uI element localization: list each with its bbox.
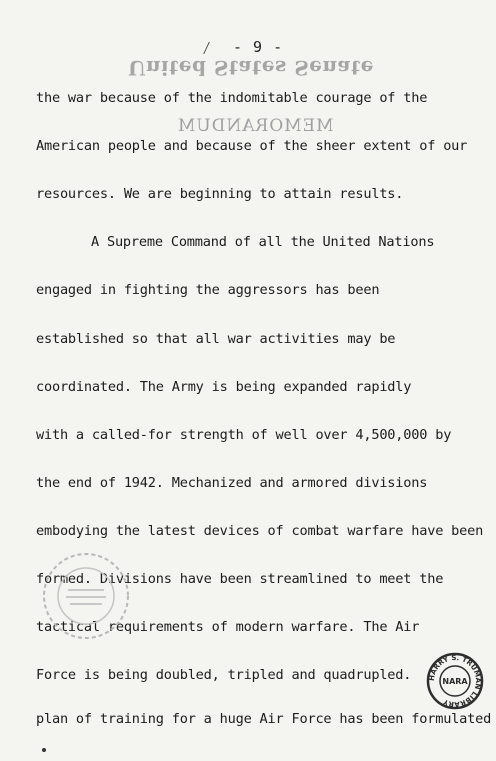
text-line: engaged in fighting the aggressors has been <box>36 282 380 298</box>
text-line: American people and because of the sheer extent of our <box>36 138 468 154</box>
truman-library-stamp <box>426 652 484 710</box>
text-line: resources. We are beginning to attain results. <box>36 186 404 202</box>
text-line: established so that all war activities may be <box>36 331 396 347</box>
pen-mark <box>203 42 216 54</box>
bleed-through-letterhead: United States Senate <box>128 56 374 80</box>
text-line: embodying the latest devices of combat warfare have been <box>36 523 484 539</box>
stamp-ring-text: HARRY S. TRUMAN LIBRARY <box>427 653 483 709</box>
faded-archive-stamp <box>40 550 132 642</box>
text-line: the end of 1942. Mechanized and armored divisions <box>36 475 428 491</box>
bleed-through-memorandum: MEMORANDUM <box>177 116 334 136</box>
text-line: coordinated. The Army is being expanded rapidly <box>36 379 412 395</box>
text-line: the war because of the indomitable courage of the <box>36 90 428 106</box>
text-line: plan of training for a huge Air Force has been formulated <box>36 711 492 727</box>
page-number: - 9 - <box>233 38 284 56</box>
ink-dot <box>42 748 46 752</box>
text-line: formed. Divisions have been streamlined to meet the <box>36 571 444 587</box>
stamp-center-text: NARA <box>442 677 468 686</box>
text-line: tactical requirements of modern warfare. The Air <box>36 619 420 635</box>
text-line: Force is being doubled, tripled and quadrupled. <box>36 667 412 683</box>
text-line: with a called-for strength of well over 4,500,000 by <box>36 427 452 443</box>
text-line: A Supreme Command of all the United Nations <box>91 234 435 250</box>
